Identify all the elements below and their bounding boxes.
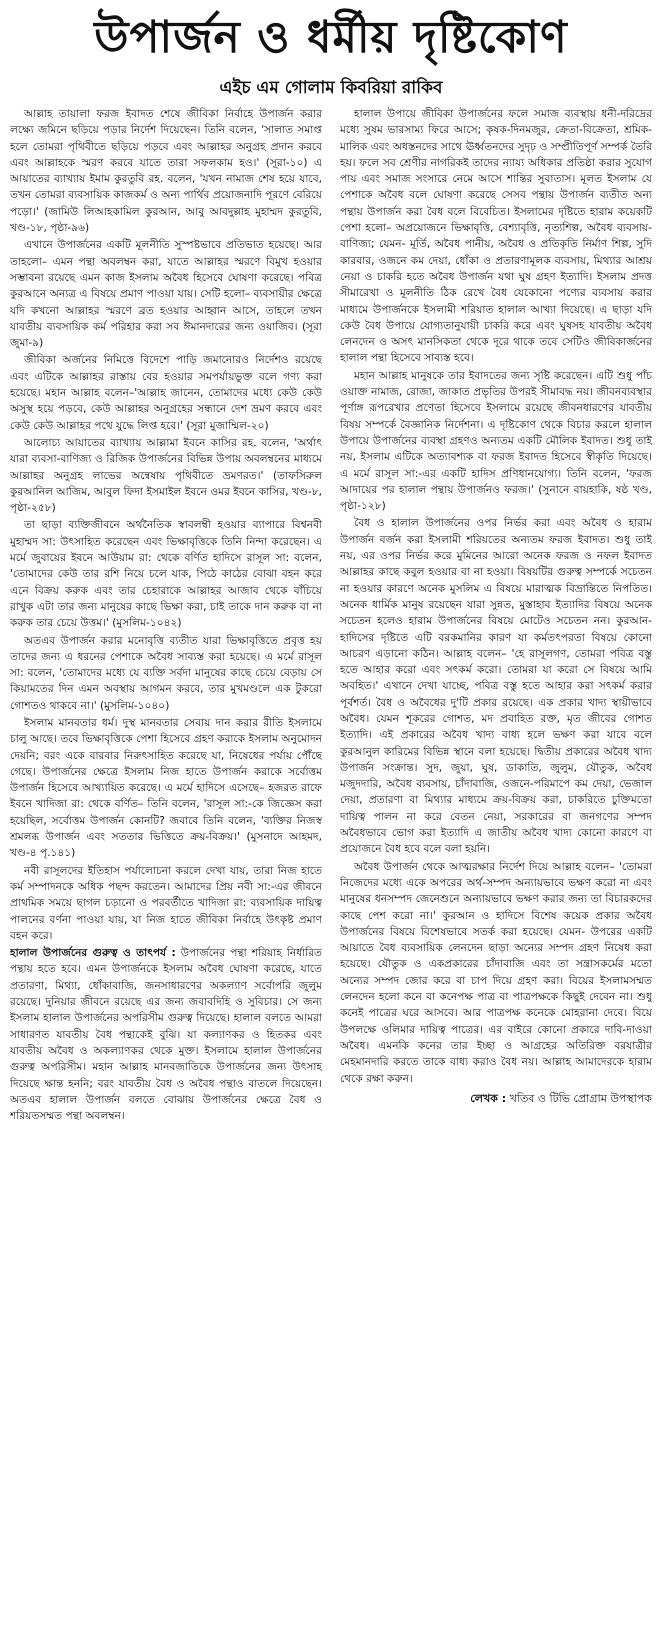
paragraph: বৈধ ও হালাল উপার্জনের ওপর নির্ভর করা এবং অবৈধ ও হারাম উপার্জন বর্জন করা ইসলামী শরিয়তের অন্যতম ফরজ ইবাদত। শুধু তাই নয়, এর ওপর নির্ভর করে মুমিনের আরো অনেক ফরজ ও নফল ইবাদত আল্লাহর কাছে কবুল হওয়ার বা না হওয়া। বিষয়টির গুরুত্ব সম্পর্কে সচেতন না হওয়ার কারণে অনেক মুসলিম এ বিষয়ে মারাত্মক বিভ্রান্তিতে নিপতিত। অনেক ধার্মিক মানুষ রয়েছেন যারা সুন্নত, মুস্তাহাব ইত্যাদির বিষয়ে অনেক সচেতন হলেও হারাম উপার্জনের বিষয়ে মোটেও সচেতন নন। কুরআন-হাদিসের দৃষ্টিতে এটি বরকমানির কারণ যা কর্মতৎপরতা বিষয়ে কোনো আচরণ এড়ানো কঠিন। আল্লাহ বলেন– 'হে রাসূলগণ, তোমরা পবিত্র বস্তু হতে আহার করো এবং সৎকর্ম করো। তোমরা যা করো সে বিষয়ে আমি অবহিত।' এখানে দেখা যাচ্ছে, পবিত্র বস্তু হতে আহার করা সৎকর্ম করার পূর্বশর্ত। বৈধ ও অবৈধের দু'টি প্রকার রয়েছে। এক প্রকার খাদ্য স্থায়ীভাবে অবৈধ। যেমন শূকরের গোশত, মদ প্রবাহিত রক্ত, মৃত জীবের গোশত ইত্যাদি। এই প্রকারের অবৈধ খাদ্য বাধ্য হলে ভক্ষণ করা যাবে বলে কুরআনুল কারিমের বিভিন্ন স্থানে বলা হয়েছে। দ্বিতীয় প্রকারের অবৈধ খাদ্য উপার্জন সংক্রান্ত। সুদ, জুয়া, ঘুষ, ডাকাতি, জুলুম, যৌতুক, অবৈধ মজুদদারি, অবৈধ ব্যবসায়, চাঁদাবাজি, ওজনে-পরিমাপে কম দেয়া, ভেজাল দেয়া, প্রতারণা বা মিথ্যার মাধ্যমে ক্রয়-বিক্রয় করা, চাকরিতে চুক্তিমতো দায়িত্ব পালন না করে বেতন নেয়া, সরকারের বা জনগণের সম্পদ অবৈধভাবে ভোগ করা ইত্যাদি এ জাতীয় অবৈধ খাদ্য কোনো কারণে বা প্রয়োজনে বৈধ হবে বলে বলা হয়নি। [340, 517, 652, 856]
subhead-text: উপার্জনের পন্থা শরিয়াহ নির্ধারিত পন্থায় হতে হবে। এমন উপার্জনকে ইসলাম অবৈধ ঘোষণা করেছে, যাতে প্রতারণা, মিথ্যা, ধোঁকাবাজি, জনসাধারণের অকল্যাণ সর্বোপরি জুলুম রয়েছে। দুনিয়ার জীবনে রয়েছে এর জন্য জবাবদিহি ও সুবিচার। সে জন্য ইসলাম হালাল উপার্জনের অপরিসীম গুরুত্ব দিয়েছে। হালাল বলতে আমরা সাধারণত যাবতীয় বৈধ পন্থাকেই বুঝি। যা কল্যাণকর ও হিতকর এবং যাবতীয় অবৈধ ও অকল্যাণকর থেকে মুক্ত। ইসলামে হালাল উপার্জনের গুরুত্ব অপরিসীম। মহান আল্লাহ মানবজাতিকে উপার্জনের জন্য উৎসাহ দিয়েছে ক্ষান্ত হননি; বরং যাবতীয় বৈধ ও অবৈধ পন্থাও বাতলে দিয়েছেন। অতএব হালাল উপার্জন বলতে বোঝায় উপার্জনের ক্ষেত্রে বৈধ ও শরিয়তসম্মত পন্থা অবলম্বন। [10, 947, 322, 1123]
author-label: লেখক : [470, 1091, 507, 1105]
paragraph: আল্লাহ তায়ালা ফরজ ইবাদত শেষে জীবিকা নির্বাহে উপার্জন করার লক্ষ্যে জমিনে ছড়িয়ে পড়ার নির্দেশ দিয়েছেন। তিনি বলেন, 'সালাত সমাপ্ত হলে তোমরা পৃথিবীতে ছড়িয়ে পড়বে এবং আল্লাহর অনুগ্রহ প্রদান করবে এবং আল্লাহকে স্মরণ করবে যাতে তারা সফলকাম হও।' (সূরা-১০) এ আয়াতের ব্যাখ্যায় ইমাম কুরতুবি রহ. বলেন, 'যখন নামাজ শেষ হয়ে যাবে, তখন তোমরা ব্যবসায়িক কাজকর্ম ও অন্য পার্থিব প্রয়োজনাদি পূরণে বেরিয়ে পড়ো।' (জামিউ লিআহকামিল কুরআন, আবু আবদুল্লাহ মুহাম্মদ কুরতুবি, খণ্ড-১৮, পৃষ্ঠা-৯৬) [10, 108, 322, 235]
paragraph: হালাল উপায়ে জীবিকা উপার্জনের ফলে সমাজ ব্যবস্থায় ধনী-দরিদ্রের মধ্যে সুষম ভারসাম্য ফিরে আসে; কৃষক-দিনমজুর, ক্রেতা-বিক্রেতা, শ্রমিক-মালিক এবং অধস্তনদের সাথে ঊর্ধ্বতনদের সুদৃঢ় ও সম্প্রীতিপূর্ণ সম্পর্ক তৈরি হয়। ফলে সব শ্রেণীর নাগরিকই তাদের ন্যায্য অধিকার প্রতিষ্ঠা করার সুযোগ পায় এবং সমাজ সংসারে নেমে আসে শান্তির সুবাতাস। মূলত ইসলাম যে পেশাকে অবৈধ বলে ঘোষণা করেছে সেসব পন্থায় উপার্জন ব্যতীত অন্য পন্থায় উপার্জন করা বৈধ বলে বিবেচিত। ইসলামের দৃষ্টিতে হারাম কয়েকটি পেশা হলো– অপ্রয়োজনে ভিক্ষাবৃত্তি, বেশ্যাবৃত্তি, নৃত্যশিল্প, অবৈধ ব্যবসায়-বাণিজ্য; যেমন- মূর্তি, অবৈধ পানীয়, অবৈধ ও প্রতিকৃতি নির্মাণ শিল্প, সুদি কারবার, ওজনে কম দেয়া, ধোঁকা ও প্রতারণামূলক ব্যবসায়, মিথ্যার আশ্রয় নেয়া ও চাকরি হতে অবৈধ উপার্জন যথা ঘুষ গ্রহণ ইত্যাদি। ইসলাম প্রদত্ত সীমারেখা ও মূলনীতি ঠিক রেখে বৈধ যেকোনো পণ্যের ব্যবসায় করার মাধ্যমে উপার্জনকে ইসলামী শরিয়াত হালাল আখ্যা দিয়েছে। এ ছাড়া যদি কেউ বৈধ উপায়ে যোগ্যতানুযায়ী চাকরি করে এবং ঘুষসহ যাবতীয় অবৈধ লেনদেন ও অসৎ মানসিকতা থেকে দূরে থাকে তবে সেটিও জীবিকার্জনের হালাল পন্থা হিসেবে সাব্যস্ত হবে। [340, 108, 652, 365]
paragraph: অতএব উপার্জন করার মনোবৃত্তি ব্যতীত যারা ভিক্ষাবৃত্তিতে প্রবৃত্ত হয় তাদের জন্য এ ধরনের পেশাকে অবৈধ সাব্যস্ত করা হয়েছে। এ মর্মে রাসূল সা: বলেন, 'তোমাদের মধ্যে যে ব্যক্তি সর্বদা মানুষের কাছে চেয়ে বেড়ায় সে কিয়ামতের দিন এমন অবস্থায় আগমন করবে, তার মুখমণ্ডলে এক টুকরো গোশতও থাকবে না।' (মুসলিম-১০৪০) [10, 634, 322, 712]
paragraph: এখানে উপার্জনের একটি মূলনীতি সুস্পষ্টভাবে প্রতিভাত হয়েছে। আর তাহলো– এমন পন্থা অবলম্বন করা, যাতে আল্লাহর স্মরণে বিমুখ হওয়ার সম্ভাবনা রয়েছে এমন কাজ ইসলাম অবৈধ হিসেবে ঘোষণা করেছে। পবিত্র কুরআনে অন্যত্র এ বিষয়ে প্রমাণ পাওয়া যায়। সেটি হলো– ব্যবসায়ীর ক্ষেত্রে যদি কখনো আল্লাহর স্মরণে ব্রত হওয়ার আহ্বান আসে, তাহলে তখন যাবতীয় ব্যবসায়িক কর্ম পরিহার করা সব ঈমানদারের জন্য ওয়াজিব। (সূরা জুমা-৯) [10, 239, 322, 350]
article-body [10, 106, 652, 1626]
paragraph: মহান আল্লাহ মানুষকে তার ইবাদতের জন্য সৃষ্টি করেছেন। এটি শুধু পাঁচ ওয়াক্ত নামাজ, রোজা, জাকাত প্রভৃতির উপরই সীমাবদ্ধ নয়। জীবনব্যবস্থার পূর্ণাঙ্গ রূপরেখার প্রণেতা হিসেবে ইসলামে রয়েছে জীবনধারণের যাবতীয় বিষয় সম্পর্কে বৈজ্ঞানিক নির্দেশনা। এ দৃষ্টিকোণ থেকে বিচার করলে হালাল উপায়ে উপার্জনের ব্যবস্থা গ্রহণও অন্যতম একটি মৌলিক ইবাদত। শুধু তাই নয়, ইসলাম এটিকে অত্যাবশ্যক বা ফরজ ইবাদত হিসেবে স্বীকৃতি দিয়েছে। এ মর্মে রাসূল সা:-এর একটি হাদিস প্রণিধানযোগ্য। তিনি বলেন, 'ফরজ আদায়ের পর হালাল পন্থায় উপার্জনও ফরজ।' (সুনানে বায়হাকি, ষষ্ঠ খণ্ড, পৃষ্ঠা-১২৮) [340, 369, 652, 513]
article-title: উপার্জন ও ধর্মীয় দৃষ্টিকোণ [94, 12, 568, 63]
paragraph: অবৈধ উপার্জন থেকে আত্মরক্ষার নির্দেশ দিয়ে আল্লাহ বলেন– 'তোমরা নিজেদের মধ্যে একে অপরের অর্থ-সম্পদ অন্যায়ভাবে ভক্ষণ করো না এবং মানুষের ধনসম্পদ জেনেশুনে অন্যায়ভাবে ভক্ষণ করার জন্য তা বিচারকদের কাছে পেশ করো না।' কুরআন ও হাদিসে বিশেষ কয়েক প্রকার অবৈধ উপার্জনের বিষয়ে বিশেষভাবে সতর্ক করা হয়েছে। যেমন- উপরের একটি আয়াতে বৈধ ব্যবসায়িক লেনদেন ছাড়া অন্যের সম্পদ গ্রহণ নিষেধ করা হয়েছে। যৌতুক ও একপ্রকারের চাঁদাবাজি এবং তা সন্ত্রাসকর্মের মতো অন্যের সম্পদ জোর করে বা চাপ দিয়ে গ্রহণ করা। বিয়ের ইসলামসম্মত লেনদেন হলো কনে বা কনেপক্ষ পাত্র বা পাত্রপক্ষকে কিছুই দেবেন না। শুধু কনেই পাত্রের ঘরে আসবে। আর পাত্রপক্ষ কনেকে মোহরানা দেবে। বিয়ে উপলক্ষে ওলিমার দায়িত্ব পাত্রের। এর বাইরে কোনো প্রকারে দাবি-দাওয়া অবৈধ। এমনকি কনের তার ইচ্ছা ও আগ্রহের অতিরিক্ত বরযাত্রীর মেহমানদারি করতে তাকে বাধ্য করাও বৈধ নয়। আল্লাহ আমাদেরকে হারাম থেকে রক্ষা করুন। [340, 860, 652, 1085]
author-info: খতিব ও টিভি প্রোগ্রাম উপস্থাপক [506, 1091, 652, 1105]
left-column [10, 106, 322, 1626]
section-subhead: হালাল উপার্জনের গুরুত্ব ও তাৎপর্য : [10, 947, 176, 960]
paragraph: নবী রাসূলদের ইতিহাস পর্যালোচনা করলে দেখা যায়, তারা নিজ হাতে কর্ম সম্পাদনকে অধিক পছন্দ করতেন। আমাদের প্রিয় নবী সা:-এর জীবনে প্রাথমিক সময়ে ছাগল চড়ানো ও পরবর্তীতে খাদিজা রা: ব্যবসায়িক দায়িত্ব পালনের বর্ণনা পাওয়া যায়, যা নিজ হাতে জীবিকা নির্বাহে উৎকৃষ্ট প্রমাণ বহন করে। [10, 864, 322, 942]
article-byline: এইচ এম গোলাম কিবরিয়া রাকিব [219, 78, 443, 98]
paragraph: তা ছাড়া ব্যক্তিজীবনে অর্থনৈতিক স্বাবলম্বী হওয়ার ব্যাপারে বিশ্বনবী মুহাম্মদ সা: উৎসাহিত করেছেন এবং ভিক্ষাবৃত্তিকে তিনি নিন্দা করেছেন। এ মর্মে জুবায়ের ইবনে আউয়াম রা: থেকে বর্ণিত হাদিসে রাসূল সা: বলেন, 'তোমাদের কেউ তার রশি নিয়ে চলে যাক, পিঠে কাঠের বোঝা বহন করে এনে বিক্রয় করুক এবং তার চেহারাকে আল্লাহর আজাব থেকে বাঁচিয়ে রাখুক এটা তার জন্য মানুষের কাছে ভিক্ষা করা, চাই তাকে দান করুক বা না করুক তার চেয়ে উত্তম।' (মুসলিম-১০৪২) [10, 519, 322, 630]
paragraph: আলোচ্য আয়াতের ব্যাখ্যায় আল্লামা ইবনে কাসির রহ. বলেন, 'অর্থাৎ যারা ব্যবসা-বাণিজ্য ও রিজিক উপার্জনের বিভিন্ন উপায় অবলম্বনের মাধ্যমে আল্লাহর অনুগ্রহ লাভের অন্বেষায় পৃথিবীতে ভ্রমণরত।' (তাফসিরুল কুরআনিল আজিম, আবুল ফিদা ইসমাইল ইবনে ওমর ইবনে কাসির, খণ্ড-৮, পৃষ্ঠা-২৫৮) [10, 436, 322, 515]
author-note [340, 1091, 652, 1107]
subhead-paragraph [10, 945, 322, 1124]
paragraph: ইসলাম মানবতার ধর্ম। দুস্থ মানবতার সেবায় দান করার রীতি ইসলামে চালু আছে। তবে ভিক্ষাবৃত্তিকে পেশা হিসেবে গ্রহণ করাকে ইসলাম অনুমোদন দেয়নি; বরং একে বারবার নিরুৎসাহিত করেছে যা, নিষেধের পর্যায় পৌঁছে গেছে। উপার্জনের ক্ষেত্রে ইসলাম নিজ হাতে উপার্জন করাকে সর্বোত্তম উপার্জন হিসেবে আখ্যায়িত করেছে। এ মর্মে হাদিসে এসেছে– হজরত রাফে ইবনে খাদিজা রা: থেকে বর্ণিত– তিনি বলেন, 'রাসূল সা:-কে জিজ্ঞেস করা হয়েছিল, সর্বোত্তম উপার্জন কোনটি? জবাবে তিনি বলেন, 'ব্যক্তির নিজস্ব শ্রমলব্ধ উপার্জন এবং সততার ভিত্তিতে ক্রয়-বিক্রয়।' (মুসনাদে আহমদ, খণ্ড-৪ পৃ.১৪১) [10, 716, 322, 860]
paragraph: জীবিকা অর্জনের নিমিত্তে বিদেশে পাড়ি জমানোরও নির্দেশও রয়েছে এবং এটিকে আল্লাহর রাস্তায় বের হওয়ার সমপর্যায়ভুক্ত বলে গণ্য করা হয়েছে। মহান আল্লাহ বলেন–'আল্লাহ জানেন, তোমাদের মধ্যে কেউ কেউ অসুস্থ হয়ে পড়বে, কেউ আল্লাহর অনুগ্রহের সন্ধানে দেশ ভ্রমণ করবে এবং কেউ কেউ আল্লাহর পথে যুদ্ধে লিপ্ত হবে।' (সূরা মুজাম্মিল-২০) [10, 354, 322, 432]
right-column [340, 106, 652, 1626]
